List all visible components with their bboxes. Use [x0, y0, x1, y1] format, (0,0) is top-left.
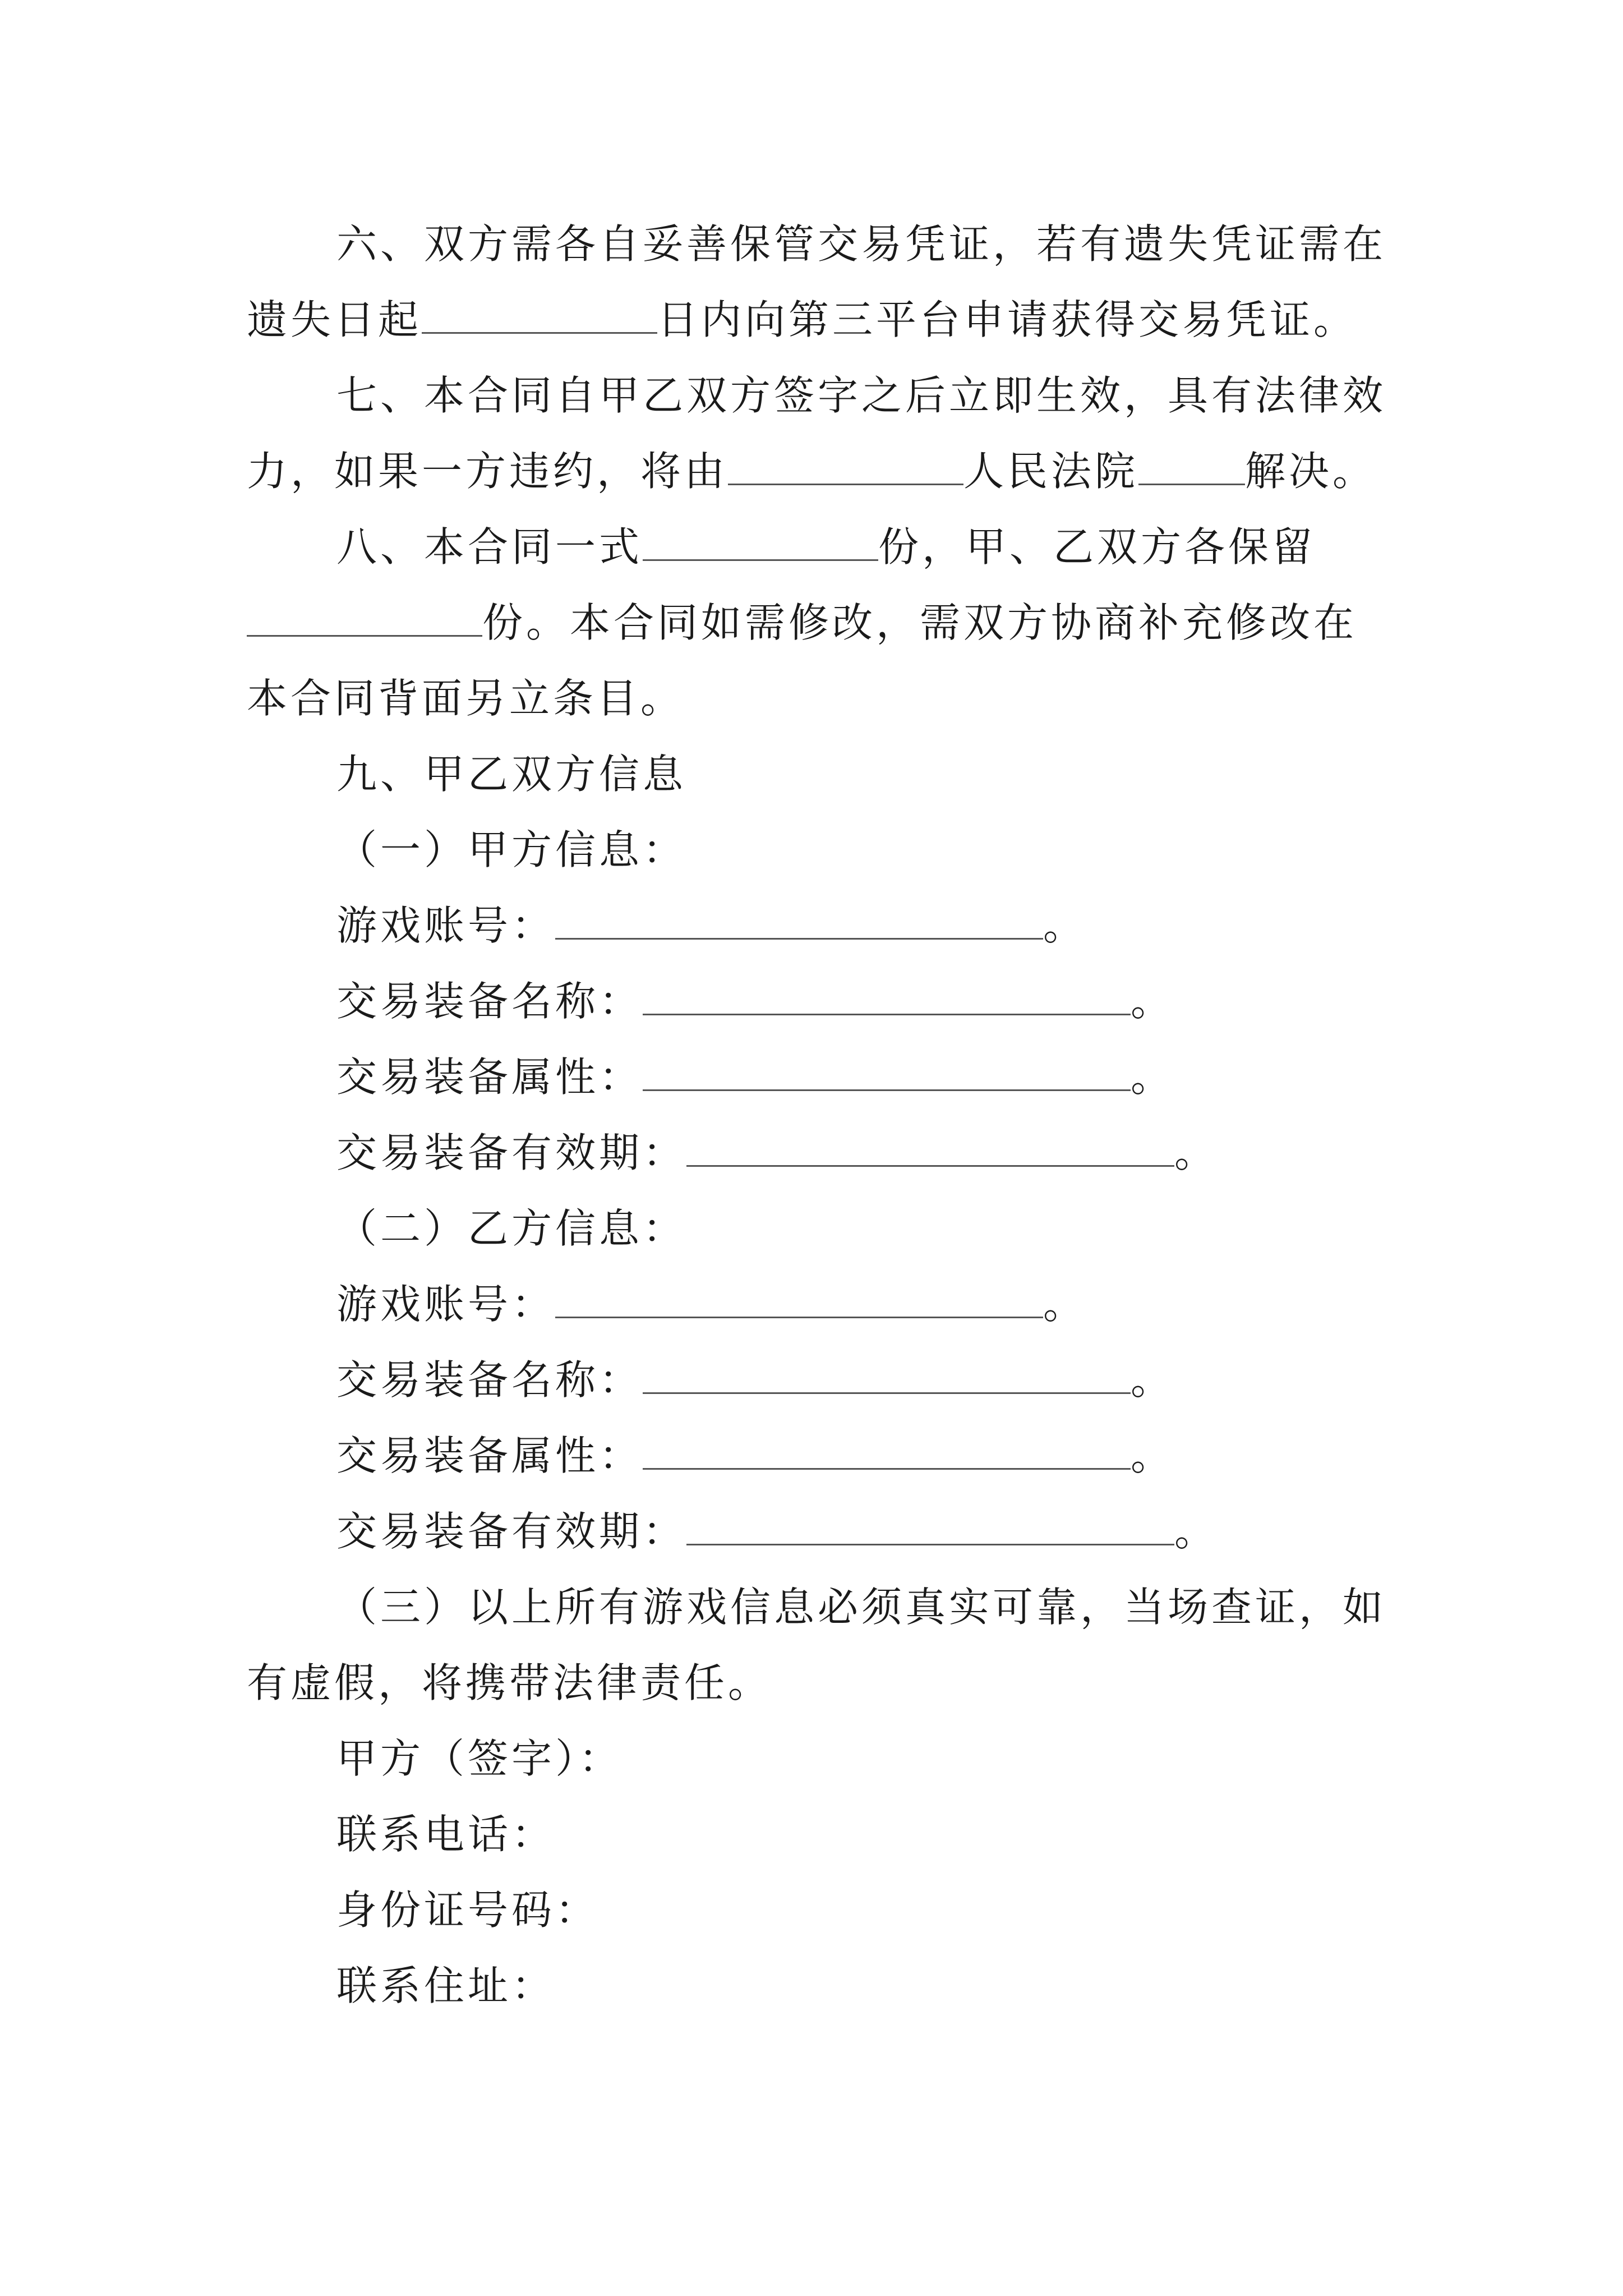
party-b-item-validity-row: 交易装备有效期： 。 [336, 1508, 1219, 1555]
clause-three-line2: 有虚假，将携带法律责任。 [247, 1659, 772, 1706]
clause-eight-line2: 份。本合同如需修改，需双方协商补充修改在 [247, 595, 1391, 651]
party-a-heading: （一）甲方信息： [336, 826, 687, 873]
phone-label: 联系电话： [336, 1811, 556, 1858]
party-a-account-row: 游戏账号： 。 [336, 902, 1087, 949]
party-a-item-validity-row: 交易装备有效期： 。 [336, 1129, 1219, 1176]
address-label: 联系住址： [336, 1962, 556, 2009]
party-b-account-row: 游戏账号： 。 [336, 1281, 1087, 1328]
party-b-heading: （二）乙方信息： [336, 1205, 687, 1252]
clause-nine-title: 九、甲乙双方信息 [336, 751, 687, 798]
clause-seven-line2: 力，如果一方违约，将由 人民法院 解决。 [247, 448, 1377, 495]
signature-label: 甲方（签字）： [336, 1735, 623, 1782]
fill-blank-copies[interactable] [643, 524, 878, 561]
party-a-item-validity-field[interactable] [686, 1130, 1174, 1167]
id-number-label: 身份证号码： [336, 1887, 600, 1934]
clause-six-line1: 六、双方需各自妥善保管交易凭证，若有遗失凭证需在 [336, 220, 1387, 268]
clause-six-line2: 遗失日起 日内向第三平台申请获得交易凭证。 [247, 296, 1358, 343]
party-b-item-name-field[interactable] [643, 1358, 1131, 1394]
party-a-item-name-field[interactable] [643, 979, 1131, 1015]
party-b-item-validity-field[interactable] [686, 1509, 1174, 1545]
party-b-item-attr-field[interactable] [643, 1433, 1131, 1470]
clause-eight-line3: 本合同背面另立条目。 [247, 675, 685, 722]
fill-blank-copies-each[interactable] [247, 600, 482, 637]
party-b-item-name-row: 交易装备名称： 。 [336, 1356, 1175, 1404]
fill-blank-court[interactable] [728, 449, 963, 485]
clause-eight-line1: 八、本合同一式 份，甲、乙双方各保留 [336, 523, 1316, 570]
fill-blank-days[interactable] [422, 297, 657, 334]
party-a-item-attr-field[interactable] [643, 1055, 1131, 1091]
party-a-item-name-row: 交易装备名称： 。 [336, 978, 1175, 1025]
party-a-account-field[interactable] [555, 903, 1043, 940]
fill-blank-court-type[interactable] [1138, 449, 1245, 485]
party-b-item-attr-row: 交易装备属性： 。 [336, 1432, 1175, 1479]
clause-seven-line1: 七、本合同自甲乙双方签字之后立即生效，具有法律效 [336, 372, 1387, 419]
party-a-item-attr-row: 交易装备属性： 。 [336, 1053, 1175, 1101]
party-b-account-field[interactable] [555, 1282, 1043, 1318]
clause-three-line1: （三）以上所有游戏信息必须真实可靠，当场查证，如 [336, 1584, 1387, 1631]
